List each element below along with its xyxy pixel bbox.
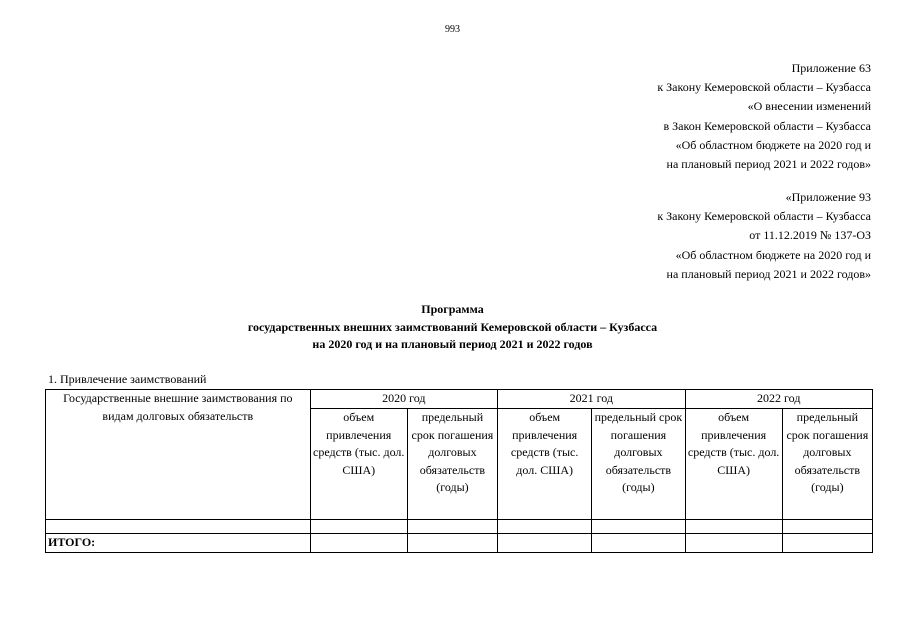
title-line: государственных внешних заимствований Кемеровской области – Кузбасса (247, 319, 658, 334)
annex-line: «Об областном бюджете на 2020 год и (675, 137, 871, 152)
header-year-2022: 2022 год (685, 390, 873, 409)
header-obligation-type: Государственные внешние заимствования по видам долговых обязательств (46, 390, 311, 520)
table-cell (685, 534, 782, 553)
subheader-amount: объем привлечения средств (тыс. дол. США) (310, 409, 407, 520)
section-label: 1. Привлечение заимствований (48, 372, 207, 386)
annex-63-header (657, 59, 871, 174)
annex-line: к Закону Кемеровской области – Кузбасса (657, 209, 871, 224)
annex-line: от 11.12.2019 № 137-ОЗ (749, 228, 871, 243)
table-cell (310, 520, 407, 534)
table-cell (498, 520, 592, 534)
subheader-amount: объем привлечения средств (тыс. дол. США) (498, 409, 592, 520)
subheader-term: предельный срок погашения долговых обязательств (годы) (592, 409, 685, 520)
table-cell (592, 534, 685, 553)
title-line: Программа (421, 302, 484, 316)
annex-line: Приложение 63 (791, 61, 871, 75)
subheader-amount: объем привлечения средств (тыс. дол. США) (685, 409, 782, 520)
subheader-term: предельный срок погашения долговых обязательств (годы) (407, 409, 497, 520)
table-cell (407, 534, 497, 553)
annex-line: «О внесении изменений (747, 99, 871, 114)
document-title (0, 301, 905, 354)
table-cell (310, 534, 407, 553)
table-cell (782, 534, 872, 553)
table-cell (46, 520, 311, 534)
table-cell (407, 520, 497, 534)
header-year-2020: 2020 год (310, 390, 497, 409)
table-cell (782, 520, 872, 534)
annex-line: в Закон Кемеровской области – Кузбасса (663, 118, 871, 133)
total-label: ИТОГО: (46, 534, 311, 553)
annex-93-header (657, 188, 871, 284)
table-cell (592, 520, 685, 534)
table-row (46, 520, 873, 534)
table-cell (498, 534, 592, 553)
borrowings-table (45, 389, 873, 553)
title-line: на 2020 год и на плановый период 2021 и 2022 годов (312, 337, 593, 351)
table-header-row (46, 390, 873, 409)
page-number: 993 (445, 24, 460, 35)
table-cell (685, 520, 782, 534)
annex-line: на плановый период 2021 и 2022 годов» (666, 266, 871, 281)
annex-line: к Закону Кемеровской области – Кузбасса (657, 80, 871, 95)
header-year-2021: 2021 год (498, 390, 685, 409)
annex-line: «Об областном бюджете на 2020 год и (675, 247, 871, 262)
subheader-term: предельный срок погашения долговых обязательств (годы) (782, 409, 872, 520)
annex-line: на плановый период 2021 и 2022 годов» (666, 157, 871, 172)
annex-line: «Приложение 93 (785, 190, 871, 204)
table-total-row (46, 534, 873, 553)
